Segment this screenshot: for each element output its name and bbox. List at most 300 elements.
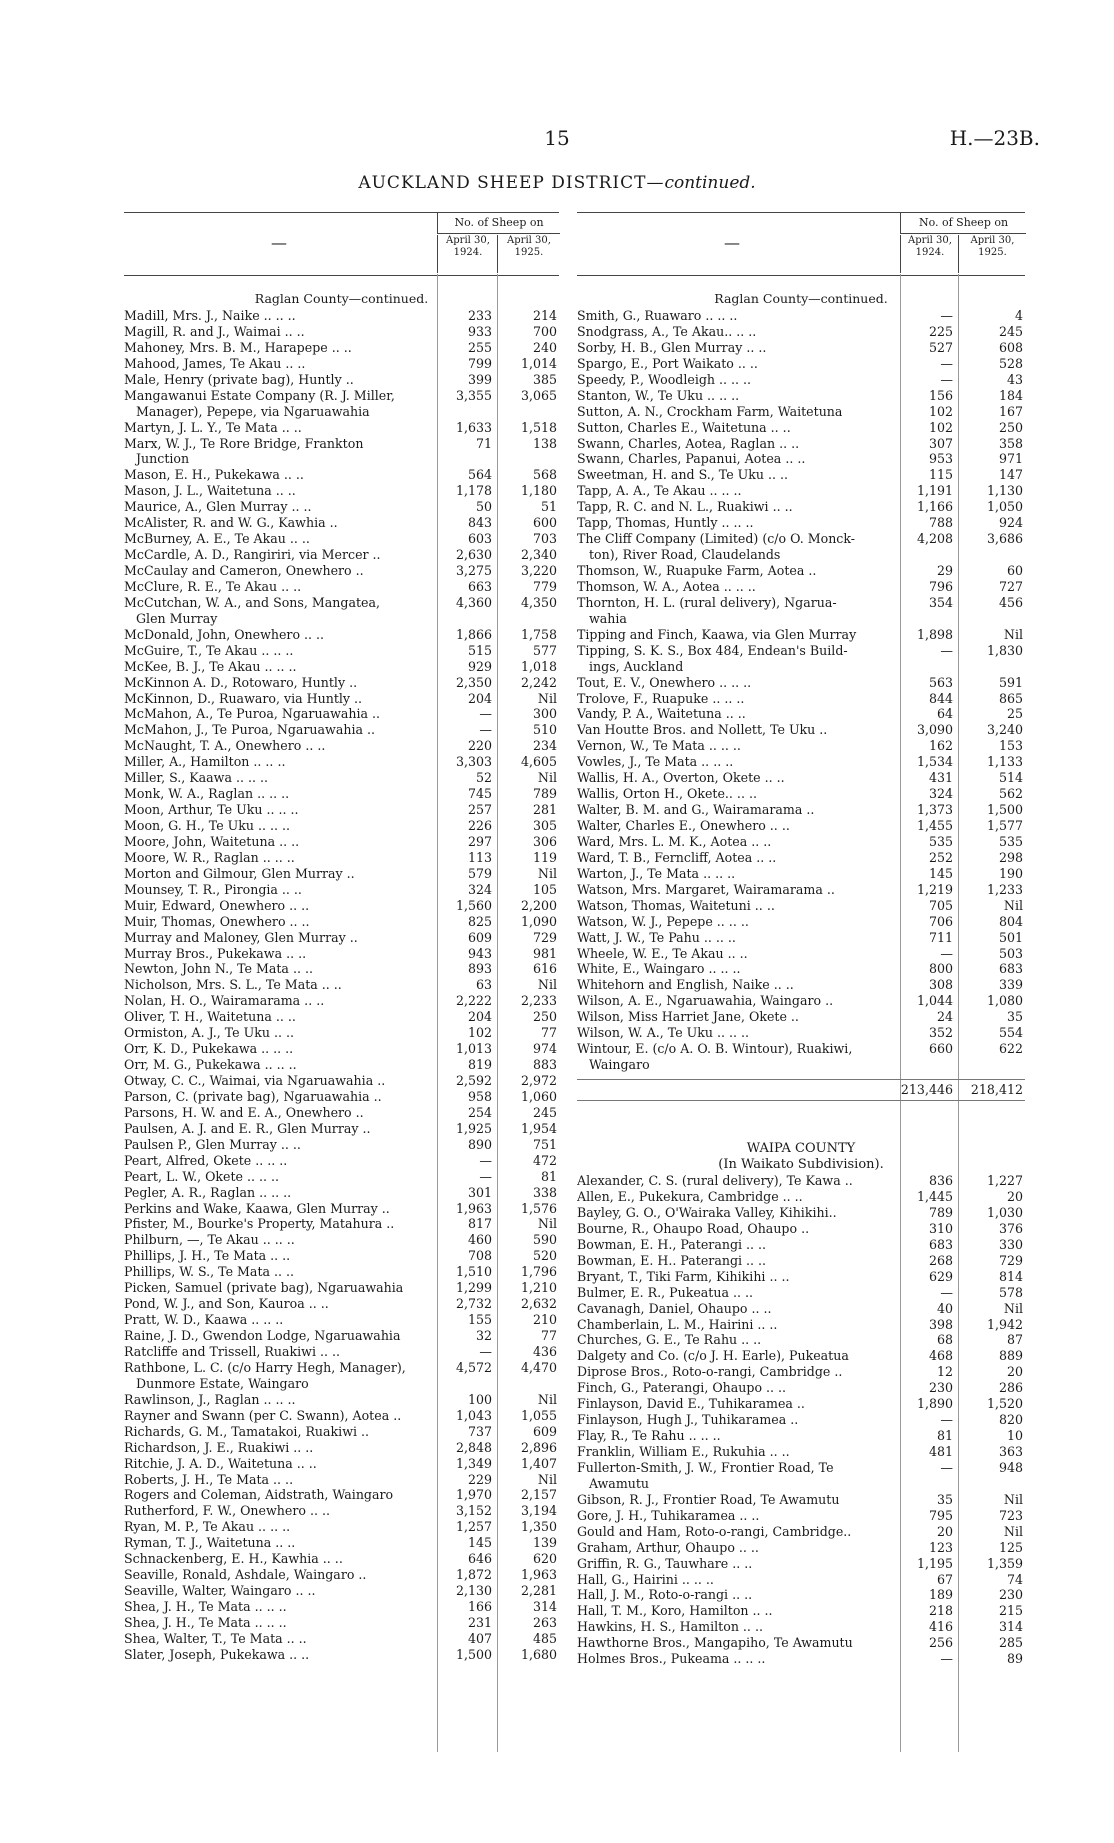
sheep-1925: 119 bbox=[532, 849, 557, 865]
sheep-1924: 953 bbox=[928, 451, 953, 467]
table-row bbox=[577, 1009, 1025, 1025]
owner-name: Peart, L. W., Okete .. .. .. bbox=[124, 1168, 280, 1184]
owner-name: McCaulay and Cameron, Onewhero .. bbox=[124, 563, 364, 579]
page-title bbox=[0, 173, 1114, 193]
table-row bbox=[577, 1269, 1025, 1285]
table-row bbox=[577, 961, 1025, 977]
sheep-1924: 155 bbox=[467, 1312, 492, 1328]
sheep-1925: 3,220 bbox=[520, 563, 557, 579]
sheep-1925: 608 bbox=[998, 339, 1023, 355]
owner-name: Oliver, T. H., Waitetuna .. .. bbox=[124, 1009, 296, 1025]
sheep-1924: 310 bbox=[928, 1220, 953, 1236]
owner-name: Thornton, H. L. (rural delivery), Ngarua- bbox=[577, 594, 837, 610]
owner-name: Sorby, H. B., Glen Murray .. .. bbox=[577, 339, 767, 355]
sheep-1925: 703 bbox=[532, 531, 557, 547]
owner-name: Walter, B. M. and G., Wairamarama .. bbox=[577, 802, 815, 818]
sheep-1924: 81 bbox=[936, 1428, 953, 1444]
sheep-1924: 301 bbox=[467, 1184, 492, 1200]
table-row bbox=[577, 324, 1025, 340]
table-row bbox=[577, 643, 1025, 675]
sheep-1925: Nil bbox=[1003, 1523, 1023, 1539]
sheep-1925: 974 bbox=[532, 1041, 557, 1057]
sheep-1925: 2,200 bbox=[520, 897, 557, 913]
sheep-1925: 250 bbox=[998, 419, 1023, 435]
sheep-1924: 256 bbox=[928, 1635, 953, 1651]
owner-name: Hawkins, H. S., Hamilton .. .. bbox=[577, 1619, 763, 1635]
owner-name: Bowman, E. H.. Paterangi .. .. bbox=[577, 1252, 767, 1268]
sheep-1924: 431 bbox=[928, 770, 953, 786]
sheep-1925: 60 bbox=[1006, 563, 1023, 579]
sheep-1925: 1,576 bbox=[520, 1200, 557, 1216]
table-row bbox=[124, 706, 559, 722]
sheep-1924: 268 bbox=[928, 1252, 953, 1268]
sheep-1925: 1,500 bbox=[986, 802, 1023, 818]
owner-name: Mason, E. H., Pukekawa .. .. bbox=[124, 467, 304, 483]
table-row bbox=[577, 1428, 1025, 1444]
owner-name: Finlayson, David E., Tuhikaramea .. bbox=[577, 1396, 805, 1412]
sheep-1925: 1,830 bbox=[986, 642, 1023, 658]
document-code: H.—23B. bbox=[949, 126, 1040, 150]
sheep-1925: 286 bbox=[998, 1380, 1023, 1396]
sheep-1924: — bbox=[940, 1412, 953, 1428]
sheep-1925: Nil bbox=[537, 1471, 557, 1487]
header-sheep-on: No. of Sheep on bbox=[900, 213, 1026, 234]
table-row bbox=[577, 834, 1025, 850]
sheep-1924: 40 bbox=[936, 1300, 953, 1316]
sheep-1924: 115 bbox=[928, 467, 953, 483]
owner-name-continued: Manager), Pepepe, via Ngaruawahia bbox=[136, 403, 370, 419]
table-row bbox=[124, 483, 559, 499]
sheep-1924: 663 bbox=[467, 578, 492, 594]
sheep-1924: 1,166 bbox=[916, 499, 953, 515]
sheep-1925: 4 bbox=[1014, 308, 1023, 323]
owner-name: Mangawanui Estate Company (R. J. Miller, bbox=[124, 387, 395, 403]
sheep-1925: 139 bbox=[532, 1535, 557, 1551]
owner-name: Parsons, H. W. and E. A., Onewhero .. bbox=[124, 1104, 364, 1120]
sheep-1925: 727 bbox=[998, 578, 1023, 594]
sheep-1925: 298 bbox=[998, 849, 1023, 865]
owner-name: Rayner and Swann (per C. Swann), Aotea .. bbox=[124, 1407, 402, 1423]
sheep-1924: 705 bbox=[928, 897, 953, 913]
table-row bbox=[577, 1412, 1025, 1428]
table-row bbox=[124, 1280, 559, 1296]
sheep-1925: 184 bbox=[998, 387, 1023, 403]
table-row bbox=[577, 356, 1025, 372]
sheep-1925: 2,242 bbox=[520, 674, 557, 690]
table-row bbox=[577, 1253, 1025, 1269]
sheep-1924: 1,044 bbox=[916, 993, 953, 1009]
table-row bbox=[124, 436, 559, 468]
sheep-1924: 308 bbox=[928, 977, 953, 993]
table-row bbox=[577, 451, 1025, 467]
sheep-1924: 1,633 bbox=[455, 419, 492, 435]
table-row bbox=[577, 308, 1025, 324]
sheep-1924: 3,355 bbox=[455, 387, 492, 403]
sheep-1925: 1,680 bbox=[520, 1646, 557, 1662]
table-row bbox=[124, 722, 559, 738]
owner-name: Watson, W. J., Pepepe .. .. .. bbox=[577, 913, 749, 929]
table-row bbox=[577, 388, 1025, 404]
sheep-1924: 68 bbox=[936, 1332, 953, 1348]
sheep-1924: 102 bbox=[928, 403, 953, 419]
header-sheep-on: No. of Sheep on bbox=[437, 213, 560, 234]
sheep-1924: 788 bbox=[928, 515, 953, 531]
sheep-1924: 1,970 bbox=[455, 1487, 492, 1503]
sheep-1924: 64 bbox=[936, 706, 953, 722]
owner-name: Shea, J. H., Te Mata .. .. .. bbox=[124, 1599, 287, 1614]
sheep-1925: 281 bbox=[532, 802, 557, 818]
owner-name: Phillips, W. S., Te Mata .. .. bbox=[124, 1264, 295, 1280]
owner-name: Griffin, R. G., Tauwhare .. .. bbox=[577, 1555, 753, 1571]
table-row bbox=[124, 675, 559, 691]
sheep-1924: 156 bbox=[928, 387, 953, 403]
owner-name: Muir, Edward, Onewhero .. .. bbox=[124, 897, 310, 913]
table-row bbox=[124, 308, 559, 324]
table-row bbox=[577, 850, 1025, 866]
table-header bbox=[577, 212, 1025, 276]
sheep-1924: 825 bbox=[467, 913, 492, 929]
sheep-1924: 3,090 bbox=[916, 722, 953, 738]
sheep-1925: 2,632 bbox=[520, 1296, 557, 1312]
owner-name: Tipping, S. K. S., Box 484, Endean's Build- bbox=[577, 642, 848, 658]
owner-name: Watt, J. W., Te Pahu .. .. .. bbox=[577, 929, 736, 945]
owner-name: Holmes Bros., Pukeama .. .. .. bbox=[577, 1651, 766, 1667]
table-row bbox=[577, 1332, 1025, 1348]
table-row bbox=[124, 1232, 559, 1248]
table-row bbox=[124, 850, 559, 866]
owner-name: Rathbone, L. C. (c/o Harry Hegh, Manager), bbox=[124, 1359, 406, 1375]
owner-name: Wheele, W. E., Te Akau .. .. bbox=[577, 945, 748, 961]
sheep-1925: 245 bbox=[998, 323, 1023, 339]
sheep-1925: 1,180 bbox=[520, 483, 557, 499]
owner-name: Richardson, J. E., Ruakiwi .. .. bbox=[124, 1439, 314, 1455]
table-row bbox=[577, 946, 1025, 962]
sheep-1924: 102 bbox=[467, 1025, 492, 1041]
sheep-1924: 481 bbox=[928, 1444, 953, 1459]
sheep-1925: 51 bbox=[540, 499, 557, 515]
owner-name: Wintour, E. (c/o A. O. B. Wintour), Ruakiwi, bbox=[577, 1041, 853, 1057]
owner-name: Slater, Joseph, Pukekawa .. .. bbox=[124, 1646, 310, 1662]
sheep-1925: 485 bbox=[532, 1630, 557, 1646]
owner-name: Sutton, Charles E., Waitetuna .. .. bbox=[577, 419, 791, 435]
table-row bbox=[577, 1364, 1025, 1380]
sheep-1924: 407 bbox=[467, 1630, 492, 1646]
owner-name-continued: Dunmore Estate, Waingaro bbox=[136, 1375, 309, 1391]
sheep-1925: 1,210 bbox=[520, 1280, 557, 1296]
sheep-1925: 971 bbox=[998, 451, 1023, 467]
sheep-1925: 1,518 bbox=[520, 419, 557, 435]
owner-name: Tout, E. V., Onewhero .. .. .. bbox=[577, 674, 752, 690]
sheep-1924: 204 bbox=[467, 690, 492, 706]
owner-name: Sutton, A. N., Crockham Farm, Waitetuna bbox=[577, 403, 843, 419]
owner-name-continued: Glen Murray bbox=[136, 610, 218, 626]
sheep-1925: 25 bbox=[1006, 706, 1023, 722]
owner-name: Gore, J. H., Tuhikaramea .. .. bbox=[577, 1507, 760, 1523]
table-row bbox=[124, 531, 559, 547]
owner-name: Stanton, W., Te Uku .. .. .. bbox=[577, 387, 740, 403]
sheep-1925: 568 bbox=[532, 467, 557, 483]
owner-name: White, E., Waingaro .. .. .. bbox=[577, 961, 741, 977]
owner-name: Thomson, W. A., Aotea .. .. .. bbox=[577, 578, 756, 594]
owner-name: Finch, G., Paterangi, Ohaupo .. .. bbox=[577, 1380, 787, 1396]
sheep-1925: 4,350 bbox=[520, 594, 557, 610]
owner-name: Mahood, James, Te Akau .. .. bbox=[124, 355, 306, 371]
sheep-1924: 1,445 bbox=[916, 1189, 953, 1204]
owner-name: Wallis, Orton H., Okete.. .. .. bbox=[577, 786, 757, 802]
table-row bbox=[124, 1009, 559, 1025]
sheep-1925: 138 bbox=[532, 435, 557, 451]
owner-name: McKinnon A. D., Rotowaro, Huntly .. bbox=[124, 674, 358, 690]
sheep-1925: Nil bbox=[1003, 626, 1023, 642]
table-row bbox=[124, 1073, 559, 1089]
table-row bbox=[124, 1503, 559, 1519]
owner-name: McKee, B. J., Te Akau .. .. .. bbox=[124, 658, 297, 674]
total-1925: 218,412 bbox=[970, 1082, 1023, 1098]
sheep-1924: 2,130 bbox=[455, 1583, 492, 1599]
sheep-1925: 1,954 bbox=[520, 1120, 557, 1136]
table-row bbox=[577, 1348, 1025, 1364]
sheep-1925: 1,227 bbox=[986, 1173, 1023, 1189]
sheep-1924: 229 bbox=[467, 1471, 492, 1487]
table-row bbox=[577, 1603, 1025, 1619]
sheep-1925: 1,130 bbox=[986, 483, 1023, 499]
table-row bbox=[124, 1105, 559, 1121]
owner-name: Vernon, W., Te Mata .. .. .. bbox=[577, 738, 741, 754]
table-row bbox=[124, 1583, 559, 1599]
sheep-1924: 1,191 bbox=[916, 483, 953, 499]
owner-name: Muir, Thomas, Onewhero .. .. bbox=[124, 913, 310, 929]
owner-name: Watson, Thomas, Waitetuni .. .. bbox=[577, 897, 775, 913]
sheep-1925: 3,686 bbox=[986, 531, 1023, 547]
header-april-1925: April 30, 1925. bbox=[497, 235, 560, 273]
sheep-1925: 1,359 bbox=[986, 1555, 1023, 1571]
owner-name: Seaville, Ronald, Ashdale, Waingaro .. bbox=[124, 1567, 367, 1583]
sheep-1924: 230 bbox=[928, 1380, 953, 1396]
owner-name: Pfister, M., Bourke's Property, Matahura .. bbox=[124, 1216, 395, 1232]
sheep-1924: 660 bbox=[928, 1041, 953, 1057]
sheep-1925: 981 bbox=[532, 945, 557, 961]
section-heading: Raglan County—continued. bbox=[254, 291, 429, 306]
owner-name: Pegler, A. R., Raglan .. .. .. bbox=[124, 1184, 292, 1200]
sheep-1925: 577 bbox=[532, 642, 557, 658]
table-row bbox=[124, 1519, 559, 1535]
owner-name: Tipping and Finch, Kaawa, via Glen Murray bbox=[577, 626, 857, 642]
sheep-1924: 220 bbox=[467, 738, 492, 754]
sheep-1925: 889 bbox=[998, 1348, 1023, 1364]
owner-name: Philburn, —, Te Akau .. .. .. bbox=[124, 1232, 295, 1248]
owner-name: Murray and Maloney, Glen Murray .. bbox=[124, 929, 358, 945]
sheep-1924: 789 bbox=[928, 1204, 953, 1220]
sheep-1925: 1,520 bbox=[986, 1396, 1023, 1412]
table-row bbox=[577, 914, 1025, 930]
sheep-1924: 683 bbox=[928, 1236, 953, 1252]
owner-name: Rutherford, F. W., Onewhero .. .. bbox=[124, 1503, 330, 1519]
sheep-1924: 189 bbox=[928, 1587, 953, 1603]
sheep-1925: 1,942 bbox=[986, 1316, 1023, 1332]
header-april-1924: April 30, 1924. bbox=[437, 235, 498, 273]
sheep-1925: 250 bbox=[532, 1009, 557, 1025]
sheep-1924: 708 bbox=[467, 1248, 492, 1264]
owner-name: Paulsen P., Glen Murray .. .. bbox=[124, 1136, 301, 1152]
sheep-1925: 147 bbox=[998, 467, 1023, 483]
sheep-1924: 231 bbox=[467, 1614, 492, 1630]
owner-name: Ryan, M. P., Te Akau .. .. .. bbox=[124, 1519, 291, 1535]
table-row bbox=[577, 340, 1025, 356]
table-row bbox=[577, 404, 1025, 420]
sheep-1924: 123 bbox=[928, 1539, 953, 1555]
owner-name: Nicholson, Mrs. S. L., Te Mata .. .. bbox=[124, 977, 342, 993]
sheep-1924: 1,500 bbox=[455, 1646, 492, 1662]
sheep-1924: 629 bbox=[928, 1268, 953, 1284]
owner-name: Mounsey, T. R., Pirongia .. .. bbox=[124, 881, 302, 897]
sheep-1924: 1,890 bbox=[916, 1396, 953, 1412]
page-number: 15 bbox=[544, 126, 570, 150]
sheep-1925: 590 bbox=[532, 1232, 557, 1248]
owner-name: Spargo, E., Port Waikato .. .. bbox=[577, 355, 758, 371]
sheep-1925: 2,340 bbox=[520, 547, 557, 563]
table-row bbox=[124, 834, 559, 850]
sheep-1925: Nil bbox=[537, 977, 557, 993]
sheep-1924: 162 bbox=[928, 738, 953, 754]
sheep-1924: 1,560 bbox=[455, 897, 492, 913]
sheep-1924: 893 bbox=[467, 961, 492, 977]
table-row bbox=[577, 515, 1025, 531]
sheep-1925: Nil bbox=[1003, 897, 1023, 913]
owner-name: Moore, John, Waitetuna .. .. bbox=[124, 833, 300, 849]
sheep-1925: 924 bbox=[998, 515, 1023, 531]
table-row bbox=[577, 531, 1025, 563]
sheep-1924: — bbox=[940, 1651, 953, 1667]
sheep-1925: 609 bbox=[532, 1423, 557, 1439]
sheep-1924: 1,257 bbox=[455, 1519, 492, 1535]
table-row bbox=[124, 993, 559, 1009]
table-row bbox=[577, 706, 1025, 722]
sheep-1925: Nil bbox=[537, 770, 557, 786]
sheep-1925: 789 bbox=[532, 786, 557, 802]
owner-name: Morton and Gilmour, Glen Murray .. bbox=[124, 865, 355, 881]
table-row bbox=[124, 961, 559, 977]
sheep-1924: — bbox=[479, 1152, 492, 1168]
owner-name: Wallis, H. A., Overton, Okete .. .. bbox=[577, 770, 785, 786]
sheep-1924: 166 bbox=[467, 1599, 492, 1614]
sheep-1925: 503 bbox=[998, 945, 1023, 961]
table-row bbox=[124, 659, 559, 675]
sheep-1925: 3,194 bbox=[520, 1503, 557, 1519]
sheep-1924: 706 bbox=[928, 913, 953, 929]
sheep-1924: 609 bbox=[467, 929, 492, 945]
owner-name: McMahon, J., Te Puroa, Ngaruawahia .. bbox=[124, 722, 375, 738]
sheep-1924: 795 bbox=[928, 1507, 953, 1523]
owner-name: Sweetman, H. and S., Te Uku .. .. bbox=[577, 467, 789, 483]
sheep-1925: 385 bbox=[532, 371, 557, 387]
table-row bbox=[124, 388, 559, 420]
sheep-1924: 711 bbox=[928, 929, 953, 945]
owner-name: Fullerton-Smith, J. W., Frontier Road, Te bbox=[577, 1459, 834, 1475]
sheep-1924: 535 bbox=[928, 833, 953, 849]
page-title-continued: continued. bbox=[664, 173, 756, 193]
sheep-1925: 20 bbox=[1006, 1189, 1023, 1204]
owner-name: Ward, Mrs. L. M. K., Aotea .. .. bbox=[577, 833, 772, 849]
owner-name: Hall, J. M., Roto-o-rangi .. .. bbox=[577, 1587, 753, 1603]
table-row bbox=[577, 1317, 1025, 1333]
owner-name: Parson, C. (private bag), Ngaruawahia .. bbox=[124, 1088, 382, 1104]
sheep-1925: 616 bbox=[532, 961, 557, 977]
table-row bbox=[124, 324, 559, 340]
sheep-1924: 3,152 bbox=[455, 1503, 492, 1519]
table-row bbox=[577, 1540, 1025, 1556]
sheep-1924: 226 bbox=[467, 818, 492, 834]
table-row bbox=[577, 483, 1025, 499]
sheep-1924: 943 bbox=[467, 945, 492, 961]
table-row bbox=[124, 499, 559, 515]
sheep-1925: 554 bbox=[998, 1025, 1023, 1041]
table-row bbox=[124, 1456, 559, 1472]
table-row bbox=[124, 1025, 559, 1041]
owner-name: Swann, Charles, Aotea, Raglan .. .. bbox=[577, 435, 800, 451]
sheep-1924: 4,360 bbox=[455, 594, 492, 610]
sheep-1925: 1,090 bbox=[520, 913, 557, 929]
sheep-1924: 398 bbox=[928, 1316, 953, 1332]
sheep-1925: 190 bbox=[998, 865, 1023, 881]
table-row bbox=[124, 1440, 559, 1456]
owner-name: Flay, R., Te Rahu .. .. .. bbox=[577, 1428, 721, 1444]
table-row bbox=[124, 1296, 559, 1312]
table-row bbox=[577, 1396, 1025, 1412]
sheep-1924: 745 bbox=[467, 786, 492, 802]
sheep-1924: 63 bbox=[475, 977, 492, 993]
sheep-1924: 646 bbox=[467, 1551, 492, 1567]
sheep-1924: 416 bbox=[928, 1619, 953, 1635]
owner-name: Miller, A., Hamilton .. .. .. bbox=[124, 754, 286, 770]
owner-name: Rogers and Coleman, Aidstrath, Waingaro bbox=[124, 1487, 394, 1503]
owner-name: Orr, M. G., Pukekawa .. .. .. bbox=[124, 1057, 297, 1073]
owner-name: Moore, W. R., Raglan .. .. .. bbox=[124, 849, 295, 865]
sheep-1925: 215 bbox=[998, 1603, 1023, 1619]
sheep-1925: Nil bbox=[537, 690, 557, 706]
sheep-1924: 252 bbox=[928, 849, 953, 865]
table-row bbox=[577, 675, 1025, 691]
sheep-1924: 145 bbox=[467, 1535, 492, 1551]
table-row bbox=[577, 1651, 1025, 1667]
sheep-1925: 1,407 bbox=[520, 1455, 557, 1471]
sheep-1924: 1,455 bbox=[916, 818, 953, 834]
sheep-1925: 214 bbox=[532, 308, 557, 323]
sheep-1925: 883 bbox=[532, 1057, 557, 1073]
sheep-1924: — bbox=[940, 642, 953, 658]
sheep-1924: — bbox=[940, 308, 953, 323]
table-row bbox=[577, 738, 1025, 754]
sheep-1924: 145 bbox=[928, 865, 953, 881]
sheep-1924: — bbox=[479, 1168, 492, 1184]
table-row bbox=[577, 1189, 1025, 1205]
sheep-1925: 363 bbox=[998, 1444, 1023, 1459]
sheep-1924: 100 bbox=[467, 1391, 492, 1407]
owner-name: Graham, Arthur, Ohaupo .. .. bbox=[577, 1539, 759, 1555]
table-row bbox=[124, 977, 559, 993]
sheep-1925: 591 bbox=[998, 674, 1023, 690]
sheep-1925: 2,233 bbox=[520, 993, 557, 1009]
sheep-1925: 105 bbox=[532, 881, 557, 897]
sheep-1924: 1,963 bbox=[455, 1200, 492, 1216]
table-row bbox=[577, 436, 1025, 452]
table-row bbox=[577, 1041, 1025, 1073]
table-row bbox=[577, 1237, 1025, 1253]
sheep-1925: 501 bbox=[998, 929, 1023, 945]
table-row bbox=[577, 1492, 1025, 1508]
sheep-1924: 2,592 bbox=[455, 1073, 492, 1089]
sheep-1925: 35 bbox=[1006, 1009, 1023, 1025]
table-header bbox=[124, 212, 559, 276]
